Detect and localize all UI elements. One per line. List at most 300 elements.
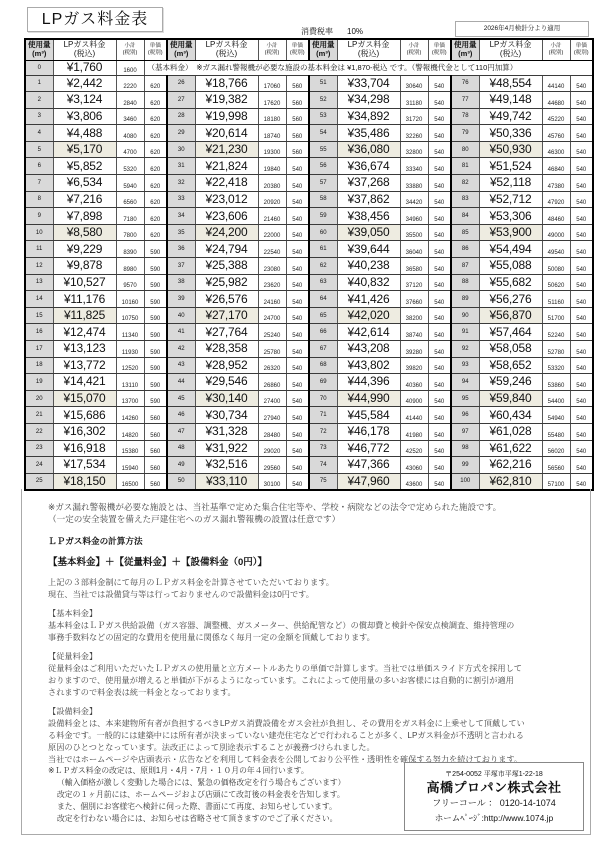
usage-cell: 91 (451, 324, 479, 341)
unit-price-cell: 540 (428, 473, 451, 490)
table-row (25, 125, 593, 142)
header-subtotal-note: (税別) (548, 49, 564, 56)
unit-price-cell: 540 (570, 357, 593, 374)
price-cell: ¥44,396 (337, 374, 400, 391)
price-cell: ¥30,734 (195, 407, 258, 424)
subtotal-cell: 41980 (400, 423, 428, 440)
price-cell: ¥18,766 (195, 75, 258, 92)
price-cell: ¥24,794 (195, 241, 258, 258)
price-cell: ¥16,918 (53, 440, 116, 457)
unit-price-cell: 540 (570, 407, 593, 424)
unit-price-cell: 620 (144, 125, 167, 142)
price-cell: ¥3,124 (53, 92, 116, 109)
unit-price-cell: 540 (570, 457, 593, 474)
subtotal-cell: 17620 (258, 92, 286, 109)
usage-cell: 11 (25, 241, 53, 258)
subtotal-cell: 43600 (400, 473, 428, 490)
unit-price-cell: 540 (570, 224, 593, 241)
unit-price-cell: 540 (570, 141, 593, 158)
unit-price-cell: 540 (570, 175, 593, 192)
header-subtotal-label: 小計 (550, 42, 562, 49)
price-cell: ¥24,200 (195, 224, 258, 241)
unit-price-cell: 560 (144, 407, 167, 424)
price-cell: ¥3,806 (53, 108, 116, 125)
unit-price-cell: 540 (570, 92, 593, 109)
unit-price-cell: 540 (428, 75, 451, 92)
unit-price-cell: 540 (570, 274, 593, 291)
table-row (25, 108, 593, 125)
subtotal-cell: 33880 (400, 175, 428, 192)
company-info-box (404, 762, 584, 831)
usage-cell: 85 (451, 224, 479, 241)
usage-cell: 62 (309, 258, 337, 275)
unit-price-cell: 620 (144, 108, 167, 125)
table-row (25, 241, 593, 258)
subtotal-cell: 54940 (542, 407, 570, 424)
price-cell: ¥9,229 (53, 241, 116, 258)
subtotal-cell: 26860 (258, 374, 286, 391)
note-line: 基本料金はＬＰガス供給設備（ガス容器、調整機、ガスメーター、供給配管など）の償却費と検針や保安点検調査、維持管理の (48, 621, 515, 630)
price-cell: ¥50,930 (479, 141, 542, 158)
subtotal-cell: 57100 (542, 473, 570, 490)
unit-price-cell: 540 (428, 108, 451, 125)
price-cell: ¥11,825 (53, 307, 116, 324)
subtotal-cell: 50080 (542, 258, 570, 275)
unit-price-cell: 560 (286, 108, 309, 125)
price-cell: ¥11,176 (53, 291, 116, 308)
subtotal-cell: 56020 (542, 440, 570, 457)
subtotal-cell: 18740 (258, 125, 286, 142)
unit-price-cell: 540 (286, 423, 309, 440)
unit-price-cell: 620 (144, 75, 167, 92)
table-row (25, 92, 593, 109)
usage-cell: 21 (25, 407, 53, 424)
usage-cell: 5 (25, 141, 53, 158)
unit-price-cell: 560 (286, 125, 309, 142)
unit-price-cell: 540 (428, 208, 451, 225)
header-subtotal-label: 小計 (266, 42, 278, 49)
calculation-intro (48, 577, 334, 601)
subtotal-cell: 43060 (400, 457, 428, 474)
header-usage-unit: (m³) (32, 48, 47, 58)
usage-cell: 49 (167, 457, 195, 474)
price-cell: ¥46,772 (337, 440, 400, 457)
unit-price-cell: 540 (286, 158, 309, 175)
price-cell: ¥25,388 (195, 258, 258, 275)
price-cell: ¥21,230 (195, 141, 258, 158)
usage-cell: 89 (451, 291, 479, 308)
unit-price-cell: 590 (144, 324, 167, 341)
unit-price-cell: 540 (570, 341, 593, 358)
price-cell: ¥47,960 (337, 473, 400, 490)
subtotal-cell: 4080 (116, 125, 144, 142)
price-cell: ¥31,328 (195, 423, 258, 440)
page-title: LPガス料金表 (27, 7, 163, 32)
usage-cell: 28 (167, 108, 195, 125)
price-cell: ¥41,426 (337, 291, 400, 308)
usage-cell: 52 (309, 92, 337, 109)
price-cell: ¥18,150 (53, 473, 116, 490)
unit-price-cell: 540 (428, 374, 451, 391)
price-cell: ¥17,534 (53, 457, 116, 474)
subtotal-cell: 14260 (116, 407, 144, 424)
usage-cell: 60 (309, 224, 337, 241)
price-cell: ¥8,580 (53, 224, 116, 241)
table-row (25, 75, 593, 92)
subtotal-cell: 2220 (116, 75, 144, 92)
unit-price-cell: 590 (144, 258, 167, 275)
unit-price-cell: 540 (286, 357, 309, 374)
usage-cell: 57 (309, 175, 337, 192)
note-line: 従量料金はご利用いただいたＬＰガスの使用量と立方メートルあたりの単価で計算します。当社では単価スライド方式を採用して (48, 664, 522, 673)
usage-cell: 2 (25, 92, 53, 109)
subtotal-cell: 24160 (258, 291, 286, 308)
subtotal-cell: 3460 (116, 108, 144, 125)
table-row (25, 324, 593, 341)
header-usage-label: 使用量 (170, 40, 193, 50)
price-cell: ¥15,070 (53, 390, 116, 407)
unit-price-cell: 540 (428, 307, 451, 324)
table-row (25, 291, 593, 308)
usage-cell: 94 (451, 374, 479, 391)
price-cell: ¥42,614 (337, 324, 400, 341)
subtotal-cell: 2840 (116, 92, 144, 109)
note-line: 現在、当社では設備貸与等は行っておりませんので設備料金は0円です。 (48, 590, 314, 599)
usage-cell: 41 (167, 324, 195, 341)
note-line: また、個別にお客様宅へ検針に伺った際、書面にて再度、お知らせしています。 (57, 802, 337, 811)
subtotal-cell: 12520 (116, 357, 144, 374)
section-heading: 【従量料金】 (48, 652, 98, 661)
unit-price-cell: 540 (428, 423, 451, 440)
note-line: （一定の安全装置を備えた戸建住宅へのガス漏れ警報機の設置は任意です） (48, 514, 341, 524)
price-cell: ¥61,622 (479, 440, 542, 457)
table-row (25, 341, 593, 358)
unit-price-cell: 540 (570, 324, 593, 341)
subtotal-cell: 37660 (400, 291, 428, 308)
unit-price-cell: 590 (144, 241, 167, 258)
unit-price-cell: 540 (428, 440, 451, 457)
table-row (25, 407, 593, 424)
header-usage (167, 39, 195, 60)
unit-price-cell: 540 (428, 125, 451, 142)
subtotal-cell: 34960 (400, 208, 428, 225)
usage-cell: 0 (25, 60, 53, 75)
usage-cell: 38 (167, 274, 195, 291)
price-cell: ¥62,216 (479, 457, 542, 474)
tax-rate-label: 消費税率 (301, 27, 333, 36)
usage-cell: 6 (25, 158, 53, 175)
usage-cell: 25 (25, 473, 53, 490)
subtotal-cell: 19300 (258, 141, 286, 158)
price-cell: ¥52,118 (479, 175, 542, 192)
note-line: 改定の１ヶ月前には、ホームページおよび店頭にて改訂後の料金表を告知します。 (57, 790, 345, 799)
header-usage-unit: (m³) (174, 48, 189, 58)
subtotal-cell: 1600 (116, 60, 144, 75)
usage-cell: 43 (167, 357, 195, 374)
header-unit-price-label: 単価 (149, 42, 161, 49)
price-cell: ¥13,772 (53, 357, 116, 374)
price-cell: ¥39,644 (337, 241, 400, 258)
price-cell: ¥25,982 (195, 274, 258, 291)
unit-price-cell: 540 (286, 473, 309, 490)
unit-price-cell: 540 (428, 291, 451, 308)
unit-price-cell: 540 (428, 141, 451, 158)
note-line: （輸入価格が激しく変動した場合には、緊急の価格改定を行う場合もございます） (57, 778, 346, 787)
subtotal-cell: 25240 (258, 324, 286, 341)
price-cell: ¥46,178 (337, 423, 400, 440)
subtotal-cell: 29560 (258, 457, 286, 474)
subtotal-cell: 5940 (116, 175, 144, 192)
table-row (25, 307, 593, 324)
subtotal-cell: 10160 (116, 291, 144, 308)
subtotal-cell: 20920 (258, 191, 286, 208)
usage-cell: 72 (309, 423, 337, 440)
subtotal-cell: 4700 (116, 141, 144, 158)
subtotal-cell: 5320 (116, 158, 144, 175)
price-cell: ¥5,170 (53, 141, 116, 158)
unit-price-cell: 540 (286, 457, 309, 474)
equipment-fee-section (48, 706, 525, 766)
unit-price-cell: 540 (428, 390, 451, 407)
price-revision-note (48, 765, 345, 825)
note-line: 事務手数料などの固定的な費用を使用量に関係なく毎月一定の金額を頂戴しております。 (48, 633, 375, 642)
usage-cell: 93 (451, 357, 479, 374)
unit-price-cell: 540 (286, 407, 309, 424)
usage-cell: 78 (451, 108, 479, 125)
usage-cell: 90 (451, 307, 479, 324)
subtotal-cell: 11930 (116, 341, 144, 358)
usage-cell: 79 (451, 125, 479, 142)
price-cell: ¥32,516 (195, 457, 258, 474)
header-price-label: LPガス料金 (205, 40, 248, 50)
header-subtotal (258, 39, 286, 60)
usage-cell: 88 (451, 274, 479, 291)
subtotal-cell: 44140 (542, 75, 570, 92)
unit-price-cell: 540 (286, 291, 309, 308)
usage-cell: 44 (167, 374, 195, 391)
usage-cell: 22 (25, 423, 53, 440)
price-cell: ¥56,276 (479, 291, 542, 308)
price-cell: ¥54,494 (479, 241, 542, 258)
unit-price-cell: 540 (570, 307, 593, 324)
subtotal-cell: 40900 (400, 390, 428, 407)
price-cell: ¥53,306 (479, 208, 542, 225)
subtotal-cell: 52240 (542, 324, 570, 341)
subtotal-cell: 51160 (542, 291, 570, 308)
unit-price-cell: 540 (428, 175, 451, 192)
unit-price-cell: 540 (286, 341, 309, 358)
table-row (25, 191, 593, 208)
header-usage (25, 39, 53, 60)
price-cell: ¥14,421 (53, 374, 116, 391)
header-usage-unit: (m³) (316, 48, 331, 58)
price-cell: ¥49,148 (479, 92, 542, 109)
subtotal-cell: 13700 (116, 390, 144, 407)
unit-price-cell: 540 (428, 224, 451, 241)
subtotal-cell: 25780 (258, 341, 286, 358)
subtotal-cell: 40360 (400, 374, 428, 391)
header-unit-price (144, 39, 167, 60)
header-subtotal-note: (税別) (122, 49, 138, 56)
price-cell: ¥28,358 (195, 341, 258, 358)
note-line: 上記の３部料金制にて毎月のＬＰガス料金を計算させていただいております。 (48, 578, 334, 587)
usage-cell: 68 (309, 357, 337, 374)
price-cell: ¥13,123 (53, 341, 116, 358)
price-cell: ¥27,170 (195, 307, 258, 324)
base-fee-row (25, 60, 593, 75)
price-cell: ¥51,524 (479, 158, 542, 175)
table-row (25, 440, 593, 457)
price-cell: ¥31,922 (195, 440, 258, 457)
usage-cell: 86 (451, 241, 479, 258)
header-subtotal-note: (税別) (264, 49, 280, 56)
header-price (337, 39, 400, 60)
price-cell: ¥59,840 (479, 390, 542, 407)
price-cell: ¥33,704 (337, 75, 400, 92)
header-unit-price-label: 単価 (291, 42, 303, 49)
unit-price-cell: 540 (286, 274, 309, 291)
unit-price-cell: 540 (428, 407, 451, 424)
header-subtotal (542, 39, 570, 60)
unit-price-cell: 590 (144, 341, 167, 358)
unit-price-cell: 620 (144, 191, 167, 208)
unit-price-cell: 540 (570, 208, 593, 225)
subtotal-cell: 47920 (542, 191, 570, 208)
note-line: る料金です。一般的には建築中には所有者が決まっていない建売住宅などで行われることが多く、LPガス料金が不透明と言われる (48, 731, 524, 740)
header-usage (309, 39, 337, 60)
usage-cell: 8 (25, 191, 53, 208)
subtotal-cell: 49540 (542, 241, 570, 258)
usage-cell: 55 (309, 141, 337, 158)
subtotal-cell: 10750 (116, 307, 144, 324)
subtotal-cell: 24700 (258, 307, 286, 324)
unit-price-cell: 590 (144, 357, 167, 374)
price-cell: ¥10,527 (53, 274, 116, 291)
note-line: ※ガス漏れ警報機が必要な施設とは、当社基準で定めた集合住宅等や、学校・病院などの法令で定められた施設です。 (48, 502, 502, 512)
subtotal-cell: 22000 (258, 224, 286, 241)
header-usage-label: 使用量 (312, 40, 335, 50)
usage-cell: 31 (167, 158, 195, 175)
header-unit-price-note: (税別) (289, 49, 305, 56)
rate-table (24, 38, 594, 491)
price-cell: ¥6,534 (53, 175, 116, 192)
usage-cell: 59 (309, 208, 337, 225)
unit-price-cell: 560 (286, 75, 309, 92)
table-row (25, 208, 593, 225)
header-unit-price-note: (税別) (573, 49, 589, 56)
usage-cell: 4 (25, 125, 53, 142)
usage-cell: 75 (309, 473, 337, 490)
price-cell: ¥45,584 (337, 407, 400, 424)
subtotal-cell: 45220 (542, 108, 570, 125)
usage-cell: 34 (167, 208, 195, 225)
price-cell: ¥40,832 (337, 274, 400, 291)
subtotal-cell: 52780 (542, 341, 570, 358)
header-unit-price-note: (税別) (431, 49, 447, 56)
price-cell: ¥23,012 (195, 191, 258, 208)
company-name: 高橋プロパン株式会社 (426, 780, 562, 795)
table-row (25, 274, 593, 291)
unit-price-cell: 540 (286, 191, 309, 208)
unit-price-cell: 590 (144, 274, 167, 291)
usage-cell: 3 (25, 108, 53, 125)
usage-cell: 16 (25, 324, 53, 341)
base-fee-section (25, 60, 593, 75)
header-usage (451, 39, 479, 60)
subtotal-cell: 15380 (116, 440, 144, 457)
usage-cell: 61 (309, 241, 337, 258)
note-line: されますので料金表は統一料金となっております。 (48, 688, 236, 697)
usage-cell: 96 (451, 407, 479, 424)
price-cell: ¥55,088 (479, 258, 542, 275)
usage-cell: 71 (309, 407, 337, 424)
effective-date: 2026年4月検針分より適用 (455, 21, 589, 37)
unit-price-cell: 540 (286, 307, 309, 324)
usage-cell: 98 (451, 440, 479, 457)
table-row (25, 390, 593, 407)
subtotal-cell: 27400 (258, 390, 286, 407)
price-cell: ¥39,050 (337, 224, 400, 241)
header-usage-label: 使用量 (28, 40, 51, 50)
usage-cell: 66 (309, 324, 337, 341)
price-cell: ¥28,952 (195, 357, 258, 374)
subtotal-cell: 39280 (400, 341, 428, 358)
usage-cell: 48 (167, 440, 195, 457)
unit-price-cell: 540 (286, 390, 309, 407)
section-heading: 【基本料金】 (48, 609, 98, 618)
price-cell: ¥33,110 (195, 473, 258, 490)
header-price-label: LPガス料金 (347, 40, 390, 50)
usage-cell: 36 (167, 241, 195, 258)
header-usage-unit: (m³) (458, 48, 473, 58)
subtotal-cell: 44680 (542, 92, 570, 109)
unit-price-cell: 620 (144, 224, 167, 241)
subtotal-cell: 45760 (542, 125, 570, 142)
price-cell: ¥20,614 (195, 125, 258, 142)
usage-cell: 54 (309, 125, 337, 142)
subtotal-cell: 11340 (116, 324, 144, 341)
usage-cell: 50 (167, 473, 195, 490)
usage-cell: 70 (309, 390, 337, 407)
unit-price-cell: 540 (428, 92, 451, 109)
header-usage-label: 使用量 (454, 40, 477, 50)
header-price-note: (税込) (357, 48, 380, 58)
price-cell: ¥37,268 (337, 175, 400, 192)
usage-cell: 32 (167, 175, 195, 192)
table-row (25, 374, 593, 391)
usage-cell: 64 (309, 291, 337, 308)
note-line: 改定を行わない場合には、お知らせは省略させて頂きますのでご了承ください。 (57, 814, 338, 823)
unit-price-cell: 540 (570, 75, 593, 92)
usage-cell: 19 (25, 374, 53, 391)
header-price (479, 39, 542, 60)
subtotal-cell: 47380 (542, 175, 570, 192)
subtotal-cell: 32800 (400, 141, 428, 158)
usage-cell: 84 (451, 208, 479, 225)
price-cell: ¥57,464 (479, 324, 542, 341)
subtotal-cell: 23620 (258, 274, 286, 291)
subtotal-cell: 15940 (116, 457, 144, 474)
usage-cell: 51 (309, 75, 337, 92)
usage-cell: 77 (451, 92, 479, 109)
unit-price-cell: 620 (144, 141, 167, 158)
unit-price-cell: 540 (286, 224, 309, 241)
usage-cell: 27 (167, 92, 195, 109)
usage-cell: 81 (451, 158, 479, 175)
subtotal-cell: 32260 (400, 125, 428, 142)
unit-price-cell: 540 (286, 440, 309, 457)
note-line: ※ＬＰガス料金の改定は、原則1月・4月・7月・１０月の年４回行います。 (48, 766, 309, 775)
